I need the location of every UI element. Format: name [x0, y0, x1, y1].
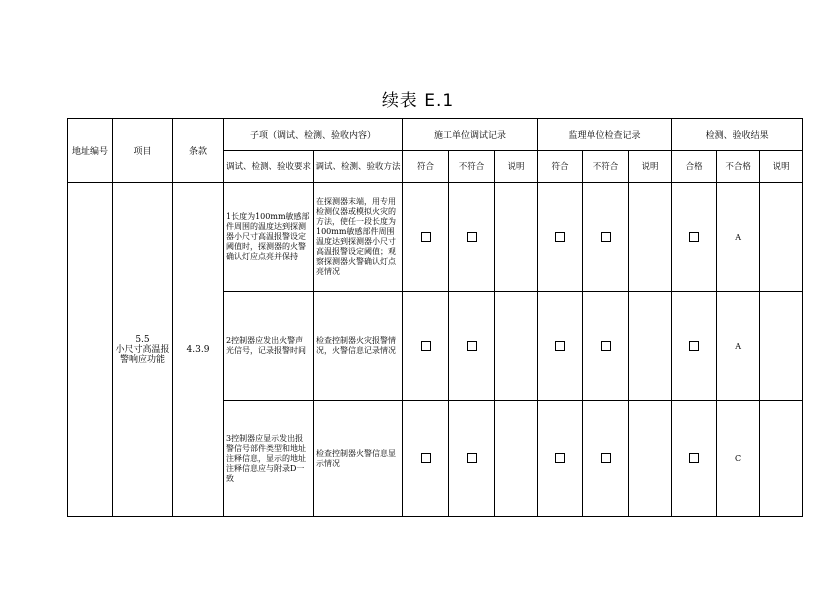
header-supervision-nonconform: 不符合	[583, 151, 629, 183]
header-pass: 合格	[672, 151, 717, 183]
inspection-table	[67, 118, 803, 517]
result-note-cell	[760, 401, 803, 517]
header-construction-record: 施工单位调试记录	[403, 119, 538, 151]
pass-cell	[672, 183, 717, 292]
construction-conform-checkbox[interactable]	[421, 453, 431, 463]
construction-conform-checkbox[interactable]	[421, 341, 431, 351]
construction-note-cell	[495, 292, 538, 401]
requirement-cell: 1长度为100mm敏感部件周围的温度达到探测器小尺寸高温报警设定阈值时，探测器的火警确认灯应点亮并保持	[224, 183, 314, 292]
header-fail: 不合格	[717, 151, 760, 183]
header-result-note: 说明	[760, 151, 803, 183]
address-cell	[68, 183, 113, 517]
header-construction-note: 说明	[495, 151, 538, 183]
header-method: 调试、检测、验收方法	[314, 151, 403, 183]
header-requirement: 调试、检测、验收要求	[224, 151, 314, 183]
header-supervision-record: 监理单位检查记录	[538, 119, 672, 151]
supervision-conform-cell	[538, 292, 583, 401]
result-note-cell	[760, 292, 803, 401]
header-supervision-note: 说明	[629, 151, 672, 183]
header-clause: 条款	[173, 119, 224, 183]
construction-nonconform-checkbox[interactable]	[467, 341, 477, 351]
header-supervision-conform: 符合	[538, 151, 583, 183]
supervision-conform-checkbox[interactable]	[555, 341, 565, 351]
pass-cell	[672, 292, 717, 401]
header-project: 项目	[113, 119, 173, 183]
header-construction-nonconform: 不符合	[449, 151, 495, 183]
header-result: 检测、验收结果	[672, 119, 803, 151]
supervision-conform-checkbox[interactable]	[555, 232, 565, 242]
result-mark: A	[717, 292, 760, 401]
header-row-1	[68, 119, 803, 151]
page-title: 续表 E.1	[381, 91, 455, 111]
table-row	[68, 183, 803, 292]
construction-conform-cell	[403, 401, 449, 517]
clause-cell: 4.3.9	[173, 183, 224, 517]
construction-conform-cell	[403, 183, 449, 292]
construction-nonconform-checkbox[interactable]	[467, 232, 477, 242]
requirement-cell: 2控制器应发出火警声光信号，记录报警时间	[224, 292, 314, 401]
supervision-conform-cell	[538, 401, 583, 517]
result-note-cell	[760, 183, 803, 292]
header-sub-item: 子项（调试、检测、验收内容）	[224, 119, 403, 151]
pass-checkbox[interactable]	[689, 341, 699, 351]
method-cell: 检查控制器火灾报警情况，火警信息记录情况	[314, 292, 403, 401]
supervision-nonconform-cell	[583, 292, 629, 401]
construction-nonconform-checkbox[interactable]	[467, 453, 477, 463]
supervision-note-cell	[629, 401, 672, 517]
project-name: 小尺寸高温报警响应功能	[115, 344, 170, 365]
supervision-nonconform-checkbox[interactable]	[601, 341, 611, 351]
pass-checkbox[interactable]	[689, 232, 699, 242]
supervision-conform-checkbox[interactable]	[555, 453, 565, 463]
result-mark: A	[717, 183, 760, 292]
supervision-nonconform-checkbox[interactable]	[601, 453, 611, 463]
requirement-cell: 3控制器应显示发出报警信号部件类型和地址注释信息，显示的地址注释信息应与附录D一致	[224, 401, 314, 517]
supervision-nonconform-cell	[583, 183, 629, 292]
construction-nonconform-cell	[449, 183, 495, 292]
project-number: 5.5	[135, 334, 150, 345]
method-cell: 在探测器末端，用专用检测仪器或模拟火灾的方法，使任一段长度为100mm敏感部件周围温度达到探测器小尺寸高温报警设定阈值；观察探测器火警确认灯点亮情况	[314, 183, 403, 292]
supervision-conform-cell	[538, 183, 583, 292]
method-cell: 检查控制器火警信息显示情况	[314, 401, 403, 517]
supervision-note-cell	[629, 183, 672, 292]
supervision-note-cell	[629, 292, 672, 401]
result-mark: C	[717, 401, 760, 517]
supervision-nonconform-cell	[583, 401, 629, 517]
construction-conform-cell	[403, 292, 449, 401]
construction-nonconform-cell	[449, 401, 495, 517]
construction-note-cell	[495, 183, 538, 292]
header-construction-conform: 符合	[403, 151, 449, 183]
construction-conform-checkbox[interactable]	[421, 232, 431, 242]
project-cell	[113, 183, 173, 517]
construction-nonconform-cell	[449, 292, 495, 401]
construction-note-cell	[495, 401, 538, 517]
supervision-nonconform-checkbox[interactable]	[601, 232, 611, 242]
header-address-no: 地址编号	[68, 119, 113, 183]
pass-checkbox[interactable]	[689, 453, 699, 463]
pass-cell	[672, 401, 717, 517]
